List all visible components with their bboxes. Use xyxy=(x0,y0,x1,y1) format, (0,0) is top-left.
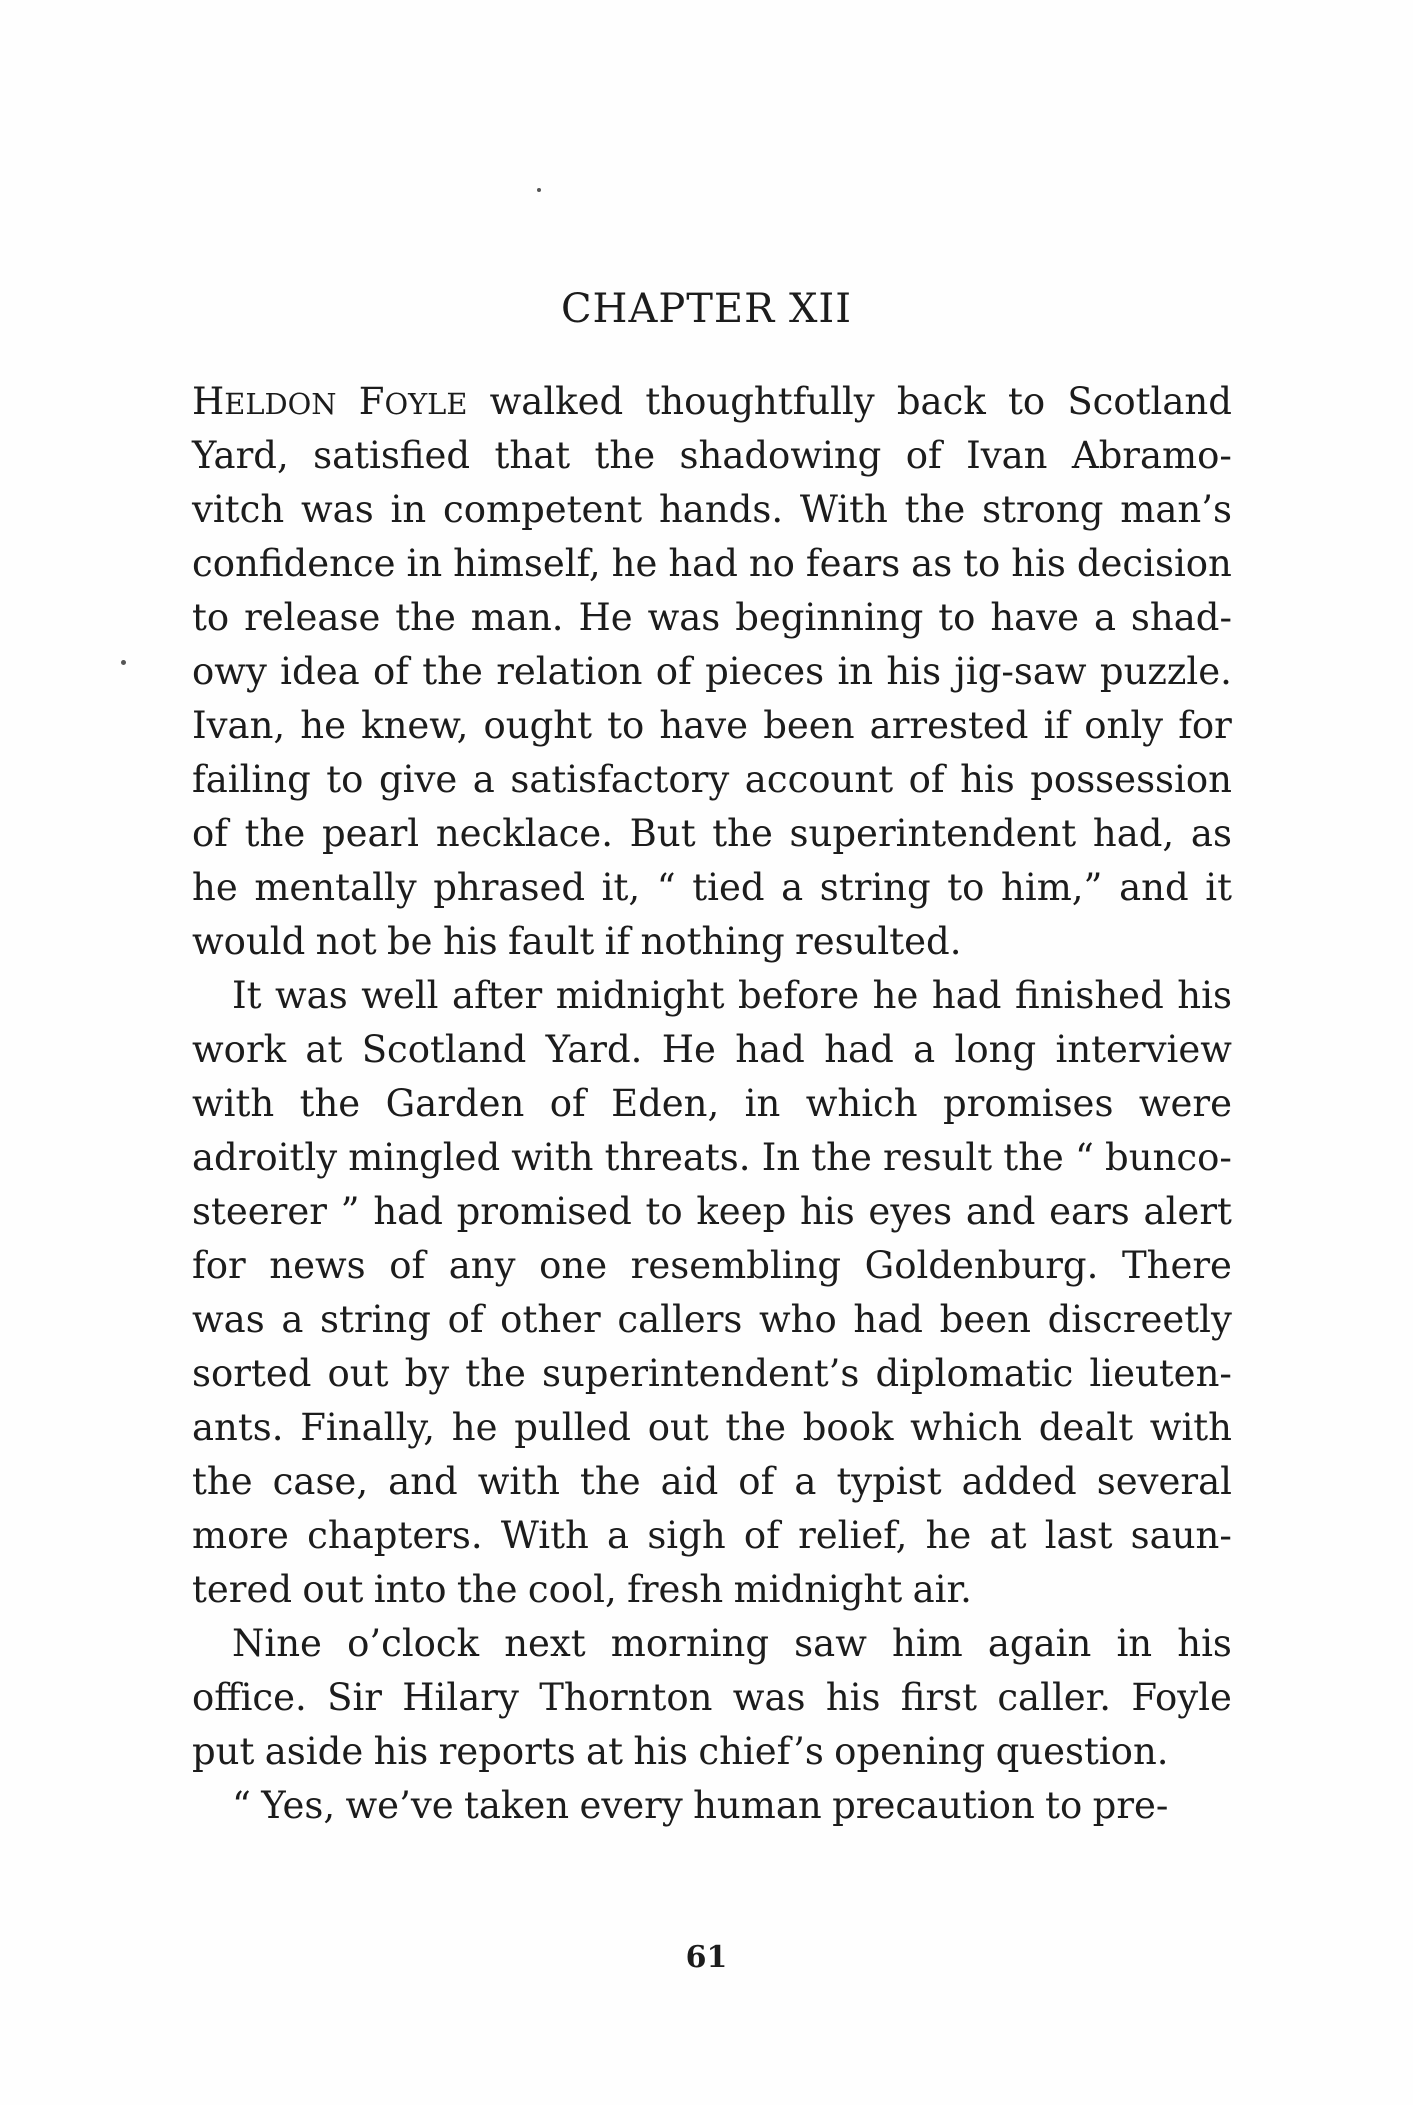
body-text xyxy=(192,375,1232,1833)
text-line: to release the man. He was beginning to have a shad- xyxy=(192,596,1232,639)
chapter-title: CHAPTER XII xyxy=(560,286,853,332)
text-line: office. Sir Hilary Thornton was his first caller. Foyle xyxy=(192,1676,1232,1719)
text-line: steerer ” had promised to keep his eyes and ears alert xyxy=(192,1190,1232,1233)
text-line: “ Yes, we’ve taken every human precaution to pre- xyxy=(232,1784,1169,1827)
text-line: work at Scotland Yard. He had had a long interview xyxy=(192,1028,1232,1071)
text-line: tered out into the cool, fresh midnight air. xyxy=(192,1568,972,1611)
ink-speck xyxy=(537,188,541,192)
text-line: owy idea of the relation of pieces in his jig-saw puzzle. xyxy=(192,650,1232,693)
text-line: more chapters. With a sigh of relief, he at last saun- xyxy=(192,1514,1232,1557)
text-line: of the pearl necklace. But the superintendent had, as xyxy=(192,812,1232,855)
text-line: Yard, satisfied that the shadowing of Ivan Abramo- xyxy=(192,434,1232,477)
page-number: 61 xyxy=(685,1940,728,1975)
text-line: vitch was in competent hands. With the strong man’s xyxy=(192,488,1232,531)
text-line: was a string of other callers who had been discreetly xyxy=(192,1298,1232,1341)
text-line: Ivan, he knew, ought to have been arrested if only for xyxy=(192,704,1232,747)
text-line: confidence in himself, he had no fears as to his decision xyxy=(192,542,1232,585)
text-line: would not be his fault if nothing resulted. xyxy=(192,920,962,963)
text-line: failing to give a satisfactory account of his possession xyxy=(192,758,1232,801)
text-line: HELDON FOYLE walked thoughtfully back to Scotland xyxy=(192,380,1232,423)
text-line: he mentally phrased it, “ tied a string to him,” and it xyxy=(192,866,1232,909)
text-line: for news of any one resembling Goldenburg. There xyxy=(192,1244,1232,1287)
text-line: with the Garden of Eden, in which promises were xyxy=(192,1082,1232,1125)
ink-speck xyxy=(121,660,126,665)
text-line: put aside his reports at his chief’s opening question. xyxy=(192,1730,1169,1773)
text-line: It was well after midnight before he had finished his xyxy=(232,974,1232,1017)
text-line: sorted out by the superintendent’s diplomatic lieuten- xyxy=(192,1352,1232,1395)
text-line: Nine o’clock next morning saw him again in his xyxy=(232,1622,1232,1665)
text-line: the case, and with the aid of a typist added several xyxy=(192,1460,1232,1503)
text-line: adroitly mingled with threats. In the result the “ bunco- xyxy=(192,1136,1232,1179)
text-line: ants. Finally, he pulled out the book which dealt with xyxy=(192,1406,1232,1449)
